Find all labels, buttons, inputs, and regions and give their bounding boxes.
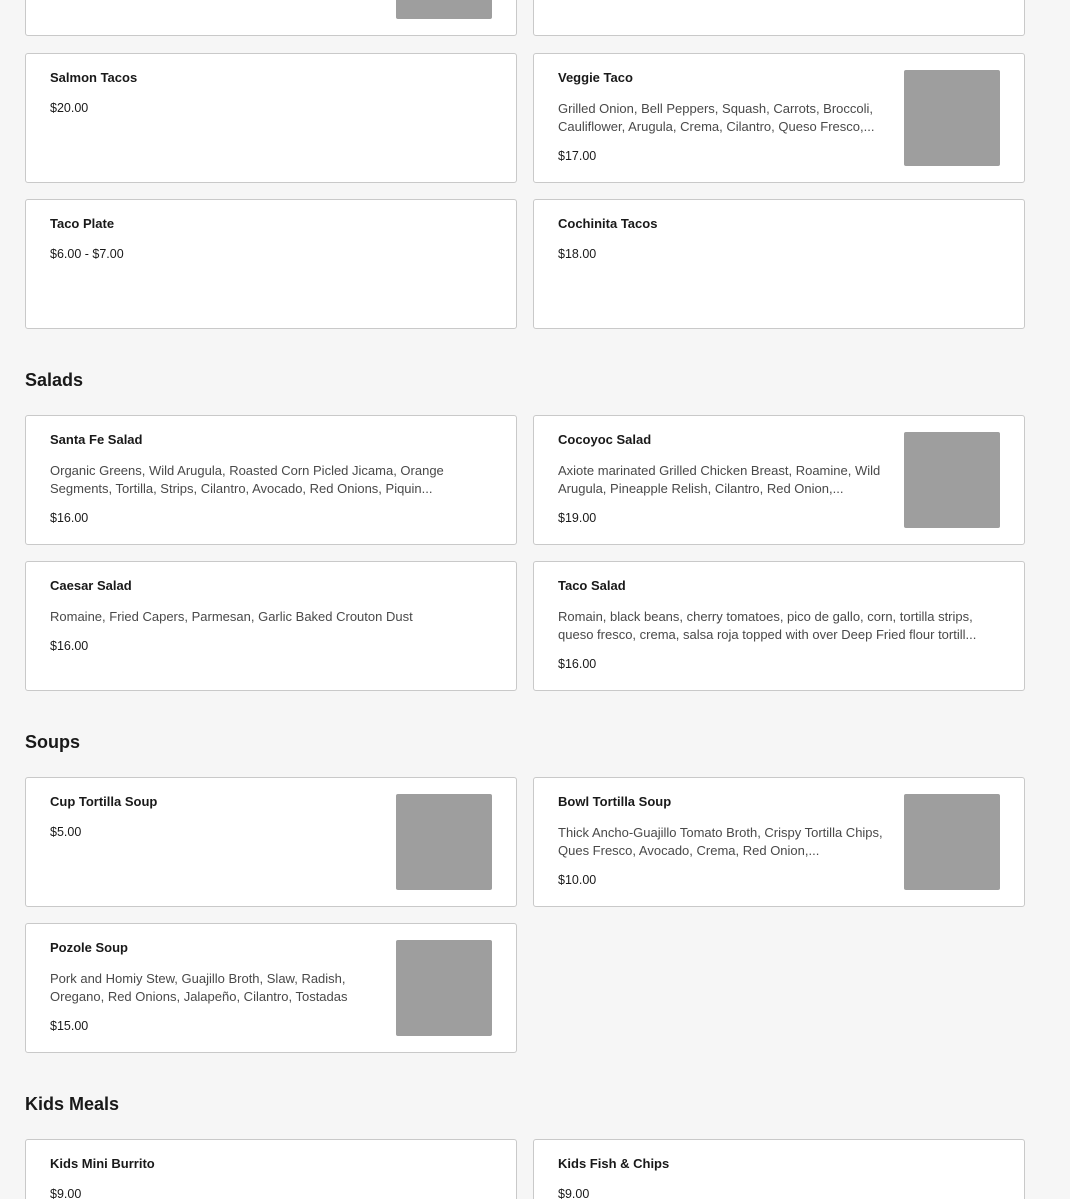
- tacos-top-row: [25, 0, 1025, 36]
- item-price: $16.00: [50, 511, 89, 525]
- item-description: Axiote marinated Grilled Chicken Breast, Roamine, Wild Arugula, Pineapple Relish, Cilantro, Red Onion,...: [558, 463, 881, 496]
- section-title-salads: Salads: [25, 370, 84, 390]
- menu-item-bowl-tortilla-soup[interactable]: [533, 777, 1025, 907]
- item-name: Salmon Tacos: [50, 70, 138, 85]
- section-title-soups: Soups: [25, 732, 81, 752]
- item-image: [396, 0, 492, 19]
- item-price: $9.00: [50, 1187, 82, 1199]
- menu-item-veggie-taco[interactable]: [533, 53, 1025, 183]
- soups-grid: [25, 777, 1025, 1053]
- item-name: Cup Tortilla Soup: [50, 794, 158, 809]
- menu-item-taco-plate[interactable]: [25, 199, 517, 329]
- item-description: Thick Ancho-Guajillo Tomato Broth, Crispy Tortilla Chips, Ques Fresco, Avocado, Crema, Red Onion,...: [558, 825, 883, 858]
- section-title-kids-meals: Kids Meals: [25, 1094, 120, 1114]
- item-name: Cochinita Tacos: [558, 216, 658, 231]
- item-price: $16.00: [558, 657, 597, 671]
- item-description: Romain, black beans, cherry tomatoes, pico de gallo, corn, tortilla strips, queso fresco, crema, salsa roja topped with over Deep Fried flour tortill...: [558, 609, 977, 642]
- menu-item-card[interactable]: [25, 0, 517, 36]
- tacos-grid: [25, 53, 1025, 329]
- salads-grid: [25, 415, 1025, 691]
- menu-item-pozole-soup[interactable]: [25, 923, 517, 1053]
- item-price: $9.00: [558, 1187, 590, 1199]
- item-image: [396, 794, 492, 890]
- kids-meals-grid: [25, 1139, 1025, 1199]
- menu-item-cochinita-tacos[interactable]: [533, 199, 1025, 329]
- item-name: Bowl Tortilla Soup: [558, 794, 672, 809]
- item-image: [396, 940, 492, 1036]
- item-price: $15.00: [50, 1019, 89, 1033]
- item-description: Romaine, Fried Capers, Parmesan, Garlic Baked Crouton Dust: [50, 609, 413, 624]
- item-price: $10.00: [558, 873, 597, 887]
- item-image: [904, 794, 1000, 890]
- item-description: Pork and Homiy Stew, Guajillo Broth, Slaw, Radish, Oregano, Red Onions, Jalapeño, Cilantro, Tostadas: [50, 971, 348, 1004]
- menu-item-kids-fish-and-chips[interactable]: [533, 1139, 1025, 1199]
- menu-item-taco-salad[interactable]: [533, 561, 1025, 691]
- menu-item-caesar-salad[interactable]: [25, 561, 517, 691]
- item-price: $18.00: [558, 247, 597, 261]
- menu-item-santa-fe-salad[interactable]: [25, 415, 517, 545]
- item-description: Organic Greens, Wild Arugula, Roasted Corn Picled Jicama, Orange Segments, Tortilla, Strips, Cilantro, Avocado, Red Onions, Piquin...: [50, 463, 444, 496]
- item-price: $5.00: [50, 825, 82, 839]
- item-name: Pozole Soup: [50, 940, 128, 955]
- item-price: $19.00: [558, 511, 597, 525]
- item-price: $17.00: [558, 149, 597, 163]
- item-name: Kids Mini Burrito: [50, 1156, 155, 1171]
- item-image: [904, 70, 1000, 166]
- menu-item-cocoyoc-salad[interactable]: [533, 415, 1025, 545]
- item-price: $6.00 - $7.00: [50, 247, 124, 261]
- item-name: Cocoyoc Salad: [558, 432, 652, 447]
- item-description: Grilled Onion, Bell Peppers, Squash, Carrots, Broccoli, Cauliflower, Arugula, Crema, Cilantro, Queso Fresco,...: [558, 101, 875, 134]
- item-name: Veggie Taco: [558, 70, 633, 85]
- item-image: [904, 432, 1000, 528]
- item-name: Taco Salad: [558, 578, 626, 593]
- item-name: Caesar Salad: [50, 578, 132, 593]
- item-price: $16.00: [50, 639, 89, 653]
- item-name: Kids Fish & Chips: [558, 1156, 670, 1171]
- menu-item-kids-mini-burrito[interactable]: [25, 1139, 517, 1199]
- item-name: Santa Fe Salad: [50, 432, 143, 447]
- menu-item-cup-tortilla-soup[interactable]: [25, 777, 517, 907]
- item-name: Taco Plate: [50, 216, 115, 231]
- menu-item-card[interactable]: [533, 0, 1025, 36]
- menu-item-salmon-tacos[interactable]: [25, 53, 517, 183]
- item-price: $20.00: [50, 101, 89, 115]
